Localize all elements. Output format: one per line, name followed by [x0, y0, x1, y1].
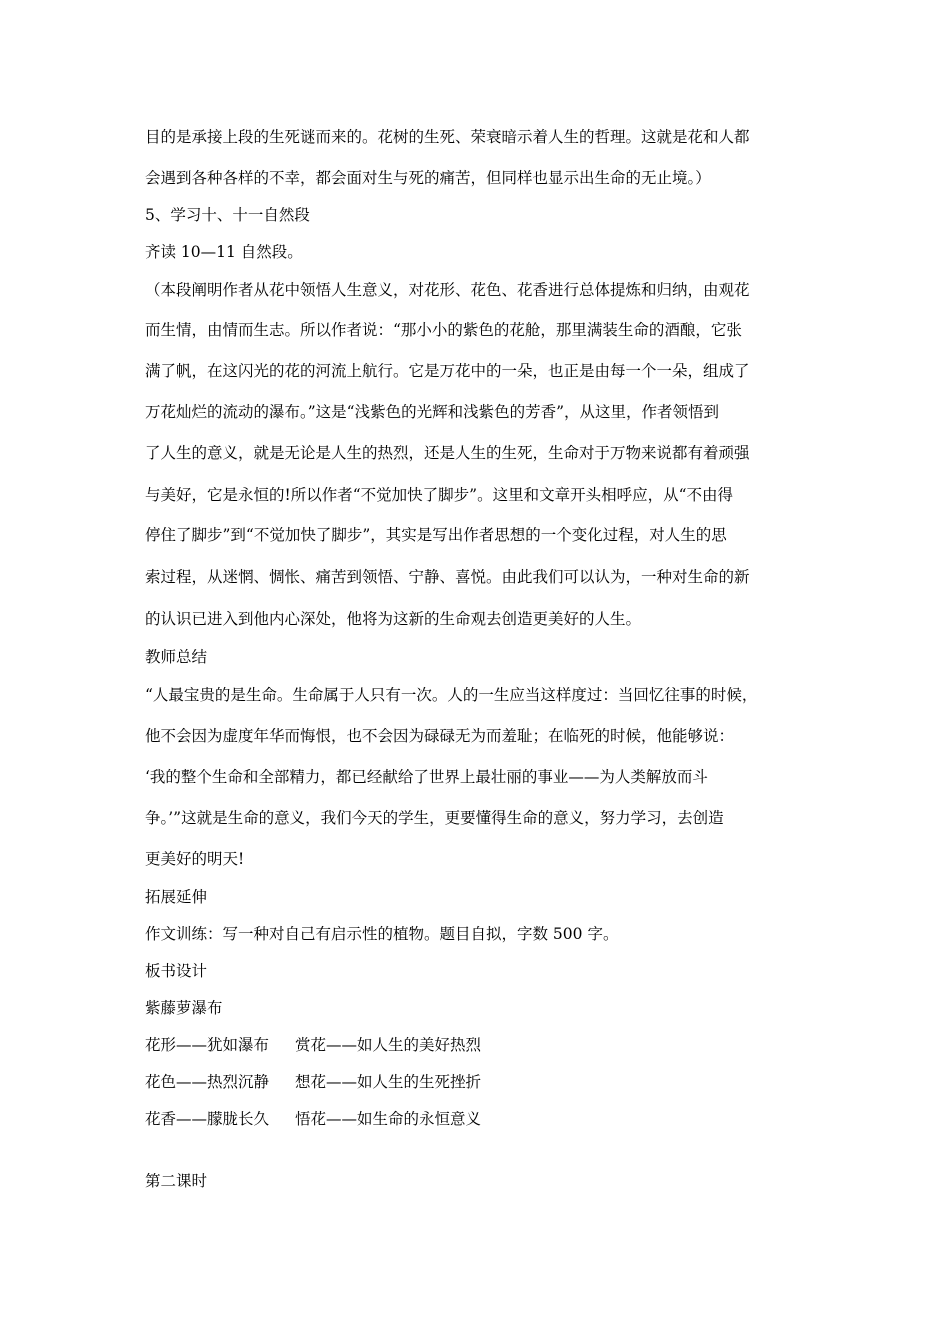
para-c-line-3: ‘我的整个生命和全部精力，都已经献给了世界上最壮丽的事业——为人类解放而斗	[145, 768, 708, 786]
para-c-line-4: 争。’”这就是生命的意义，我们今天的学生，更要懂得生命的意义，努力学习，去创造	[145, 809, 724, 827]
para-a-line-2: 会遇到各种各样的不幸，都会面对生与死的痛苦，但同样也显示出生命的无止境。）	[145, 169, 711, 187]
read-aloud-line: 齐读 10—11 自然段。	[145, 243, 303, 261]
board-row-right: 悟花——如生命的永恒意义	[295, 1110, 482, 1128]
board-row-left: 花香——朦胧长久	[145, 1110, 270, 1128]
board-row	[145, 1109, 481, 1129]
para-b-line-6: 与美好，它是永恒的!所以作者“不觉加快了脚步”。这里和文章开头相呼应，从“不由得	[145, 486, 734, 504]
para-c-line-1: “人最宝贵的是生命。生命属于人只有一次。人的一生应当这样度过：当回忆往事的时候，	[145, 686, 758, 704]
para-c-line-5: 更美好的明天!	[145, 850, 245, 868]
para-b-line-7: 停住了脚步”到“不觉加快了脚步”，其实是写出作者思想的一个变化过程，对人生的思	[145, 526, 727, 544]
board-heading: 板书设计	[145, 962, 208, 980]
para-b-line-3: 满了帆，在这闪光的花的河流上航行。它是万花中的一朵，也正是由每一个一朵，组成了	[145, 362, 750, 380]
extension-heading: 拓展延伸	[145, 888, 208, 906]
para-b-line-8: 索过程，从迷惘、惆怅、痛苦到领悟、宁静、喜悦。由此我们可以认为，一种对生命的新	[145, 568, 750, 586]
para-c-line-2: 他不会因为虚度年华而悔恨，也不会因为碌碌无为而羞耻；在临死的时候，他能够说：	[145, 727, 735, 745]
para-b-line-5: 了人生的意义，就是无论是人生的热烈，还是人生的生死，生命对于万物来说都有着顽强	[145, 444, 750, 462]
board-row-right: 想花——如人生的生死挫折	[295, 1073, 482, 1091]
section5-heading: 5、学习十、十一自然段	[145, 206, 310, 224]
board-row-left: 花色——热烈沉静	[145, 1073, 270, 1091]
para-b-line-9: 的认识已进入到他内心深处，他将为这新的生命观去创造更美好的人生。	[145, 610, 642, 628]
board-row	[145, 1035, 481, 1055]
board-row-right: 赏花——如人生的美好热烈	[295, 1036, 482, 1054]
board-title: 紫藤萝瀑布	[145, 999, 223, 1017]
extension-text: 作文训练：写一种对自己有启示性的植物。题目自拟，字数 500 字。	[145, 925, 619, 943]
para-b-line-4: 万花灿烂的流动的瀑布。”这是“浅紫色的光辉和浅紫色的芳香”，从这里，作者领悟到	[145, 403, 720, 421]
para-a-line-1: 目的是承接上段的生死谜而来的。花树的生死、荣衰暗示着人生的哲理。这就是花和人都	[145, 128, 750, 146]
para-b-line-1: （本段阐明作者从花中领悟人生意义，对花形、花色、花香进行总体提炼和归纳，由观花	[145, 281, 750, 299]
lesson2-heading: 第二课时	[145, 1172, 208, 1190]
summary-heading: 教师总结	[145, 648, 208, 666]
board-row-left: 花形——犹如瀑布	[145, 1036, 270, 1054]
board-row	[145, 1072, 481, 1092]
para-b-line-2: 而生情，由情而生志。所以作者说：“那小小的紫色的花舱，那里满装生命的酒酿，它张	[145, 321, 742, 339]
